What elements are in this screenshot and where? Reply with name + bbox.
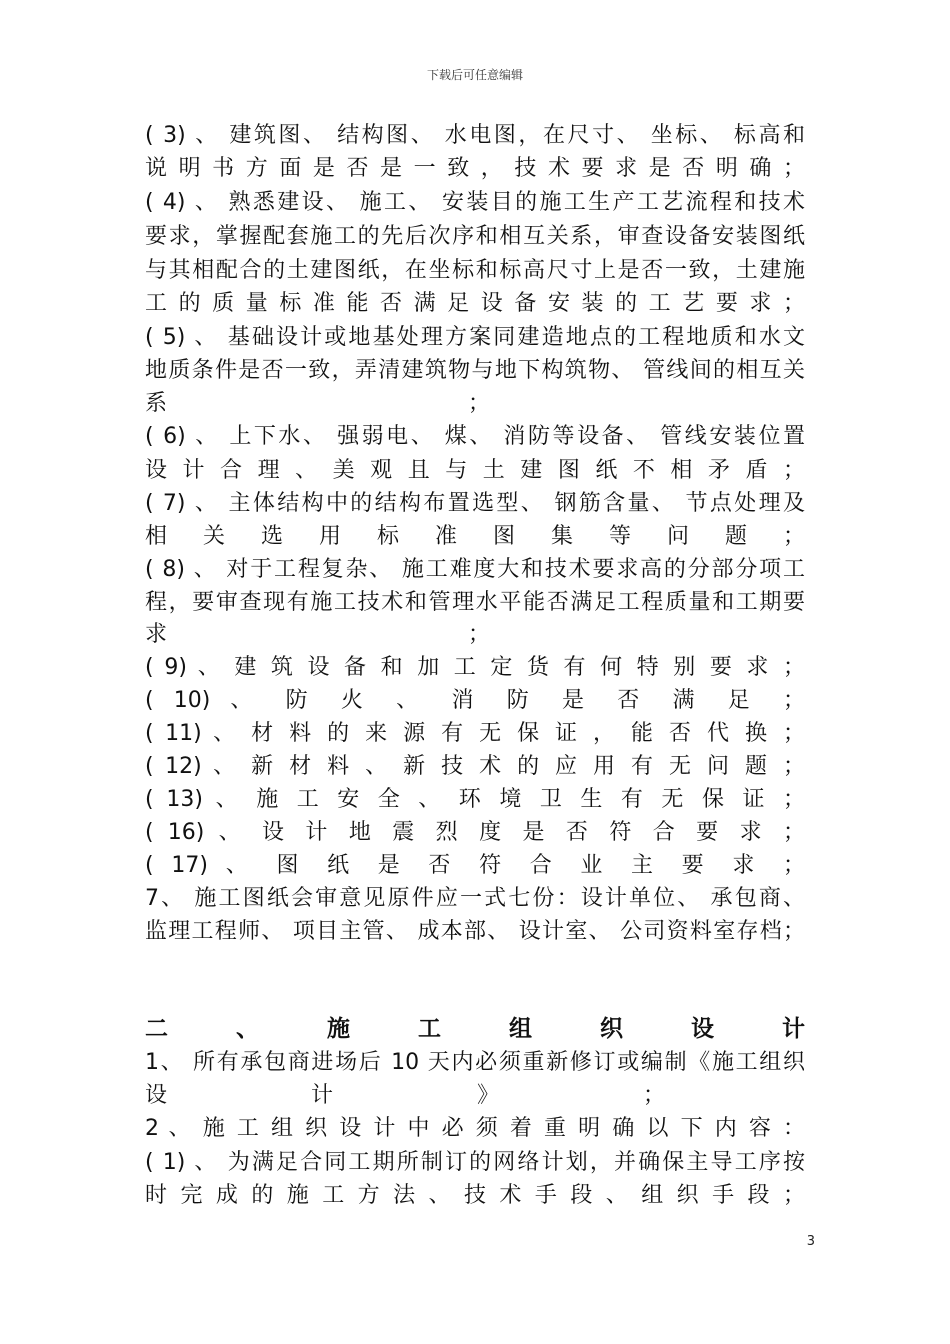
text-line [145, 387, 490, 421]
text-line: ( 13) 、 施 工 安 全 、 环 境 卫 生 有 无 保 证 ； [145, 787, 805, 812]
text-line: ( 12) 、 新 材 料 、 新 技 术 的 应 用 有 无 问 题 ； [145, 754, 805, 779]
text-line: ( 6) 、 上下水、 强弱电、 煤、 消防等设备、 管线安装位置 [145, 424, 805, 449]
section-heading: 二 、 施 工 组 织 设 计 [145, 1016, 805, 1042]
text-line: ( 9) 、 建 筑 设 备 和 加 工 定 货 有 何 特 别 要 求 ； [145, 655, 805, 680]
text-line-content: 系 ； [145, 391, 490, 416]
text-line: 程，要审查现有施工技术和管理水平能否满足工程质量和工期要 [145, 590, 805, 615]
text-line: ( 5) 、 基础设计或地基处理方案同建造地点的工程地质和水文 [145, 325, 805, 350]
text-line-content: 设 计 》 ； [145, 1083, 665, 1108]
text-line: ( 3) 、 建筑图、 结构图、 水电图，在尺寸、 坐标、 标高和 [145, 123, 805, 148]
text-line: 设 计 合 理 、 美 观 且 与 土 建 图 纸 不 相 矛 盾 ； [145, 458, 805, 483]
text-line [145, 618, 490, 652]
text-line: 时 完 成 的 施 工 方 法 、 技 术 手 段 、 组 织 手 段 ； [145, 1183, 805, 1208]
page-header: 下载后可任意编辑 [426, 68, 523, 82]
text-line: 2 、 施 工 组 织 设 计 中 必 须 着 重 明 确 以 下 内 容 ： [145, 1116, 805, 1141]
text-line: 说 明 书 方 面 是 否 是 一 致 ， 技 术 要 求 是 否 明 确 ； [145, 156, 805, 181]
text-line: 相 关 选 用 标 准 图 集 等 问 题 ； [145, 524, 805, 549]
text-line: ( 17) 、 图 纸 是 否 符 合 业 主 要 求 ； [145, 853, 805, 878]
text-line: ( 1) 、 为满足合同工期所制订的网络计划，并确保主导工序按 [145, 1150, 805, 1175]
text-line-content: 求 ； [145, 622, 490, 647]
text-line: ( 16) 、 设 计 地 震 烈 度 是 否 符 合 要 求 ； [145, 820, 805, 845]
text-line: ( 8) 、 对于工程复杂、 施工难度大和技术要求高的分部分项工 [145, 557, 805, 582]
text-line: 与其相配合的土建图纸，在坐标和标高尺寸上是否一致，土建施 [145, 258, 805, 283]
text-line: 7、 施工图纸会审意见原件应一式七份：设计单位、 承包商、 [145, 886, 805, 911]
text-line: ( 7) 、 主体结构中的结构布置选型、 钢筋含量、 节点处理及 [145, 491, 805, 516]
text-line: ( 10) 、 防 火 、 消 防 是 否 满 足 ； [145, 688, 805, 713]
text-line: 监理工程师、 项目主管、 成本部、 设计室、 公司资料室存档； [145, 919, 805, 944]
text-line: 工 的 质 量 标 准 能 否 满 足 设 备 安 装 的 工 艺 要 求 ； [145, 291, 805, 316]
text-line: ( 4) 、 熟悉建设、 施工、 安装目的施工生产工艺流程和技术 [145, 190, 805, 215]
text-line: 要求，掌握配套施工的先后次序和相互关系，审查设备安装图纸 [145, 224, 805, 249]
text-line: 1、 所有承包商进场后 10 天内必须重新修订或编制《施工组织 [145, 1050, 805, 1075]
text-line [145, 1079, 665, 1113]
text-line: 地质条件是否一致，弄清建筑物与地下构筑物、 管线间的相互关 [145, 358, 805, 383]
page-number: 3 [806, 1234, 815, 1249]
text-line: ( 11) 、 材 料 的 来 源 有 无 保 证 ， 能 否 代 换 ； [145, 721, 805, 746]
